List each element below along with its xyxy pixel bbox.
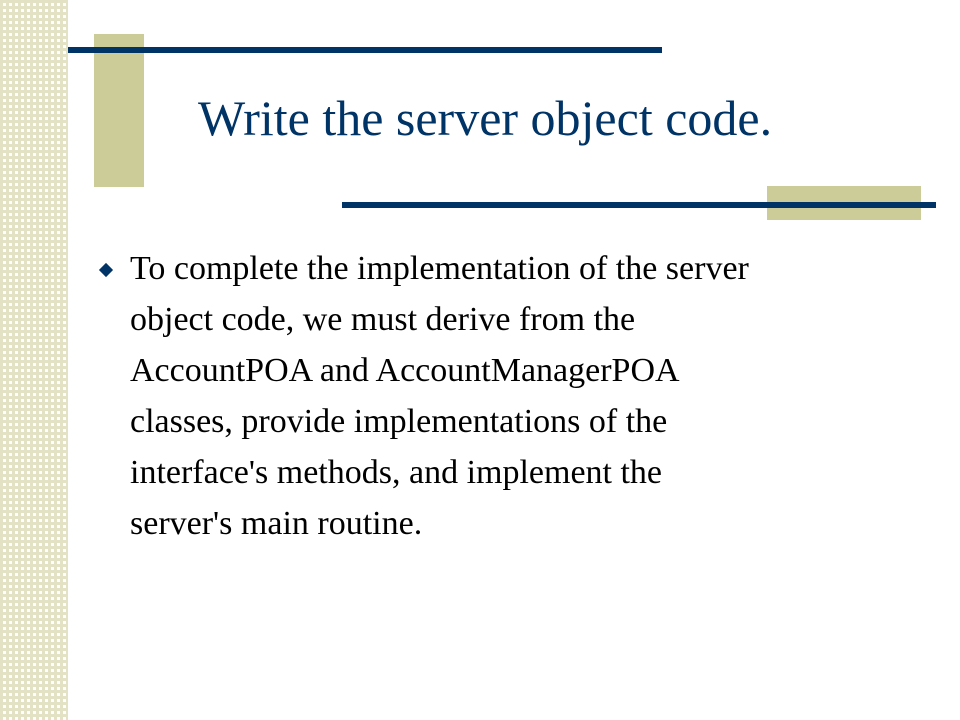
slide-title: Write the server object code. [198,90,773,146]
left-stripe-pattern [0,0,68,720]
bullet-text-line: server's main routine. [130,505,423,542]
bullet-text-line: classes, provide implementations of the [130,403,668,440]
bullet-text-line: object code, we must derive from the [130,301,636,338]
top-left-accent-block [94,34,144,187]
bullet-text-line: AccountPOA and AccountManagerPOA [130,352,680,389]
bullet-text [130,243,930,549]
bullet-item [98,243,928,549]
bullet-text-line: interface's methods, and implement the [130,454,663,491]
top-accent-bar [68,47,662,53]
bullet-text-line: To complete the implementation of the server [130,250,749,287]
bottom-accent-bar [342,202,936,208]
bullet-list [98,243,928,549]
diamond-bullet-icon [99,263,113,277]
